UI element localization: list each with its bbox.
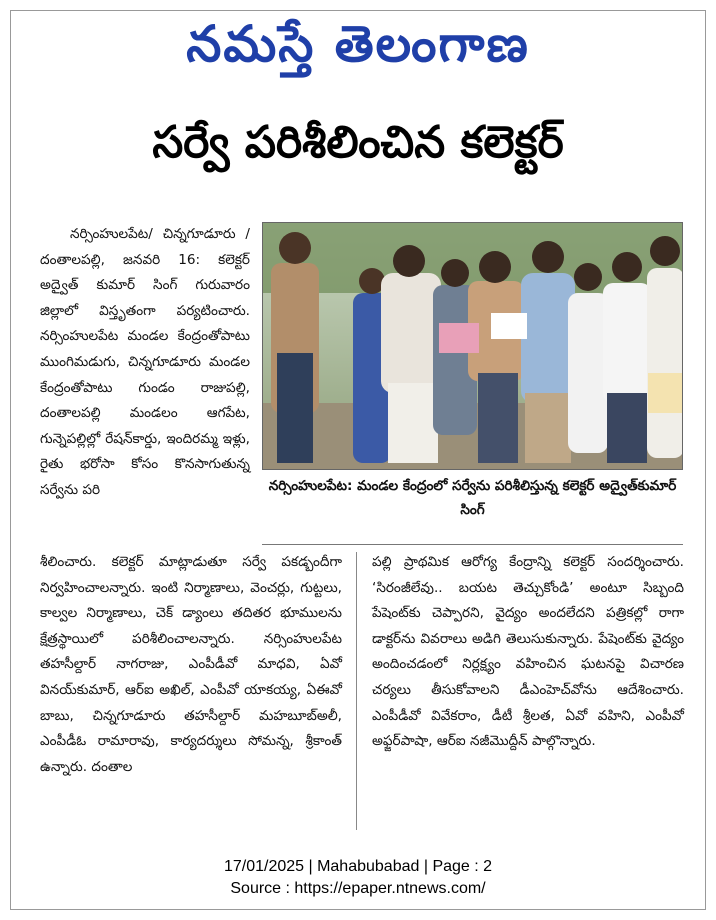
article-column-3: పల్లి ప్రాథమిక ఆరోగ్య కేంద్రాన్ని కలెక్టర్ సందర్శించారు. ‘సిరంజీలేవు.. బయట తెచ్చుకోండి’ అంటూ సిబ్బంది పేషెంట్‌కు చెప్పారని, వైద్యం అందలేదని పత్రికల్లో రాగా డాక్టర్‌ను వివరాలు అడిగి తెలుసుకున్నారు. పేషెంట్‌కు వైద్యం అందించడంలో నిర్లక్ష్యం వహించిన ఘటనపై విచారణ చర్యలు తీసుకోవాలని డీఎంహెచ్‌వోను ఆదేశించారు. ఎంపీడీవో వివేకరాం, డీటీ శ్రీలత, ఏవో వహిని, ఎంపీవో అఫ్జర్‌పాషా, ఆర్ఐ నజీమొద్దీన్ పాల్గొన్నారు. [372,554,684,750]
news-photo [262,222,683,470]
article-column-1 [40,222,250,504]
article-headline: సర్వే పరిశీలించిన కలెక్టర్ [152,117,564,168]
footer-edition-info: 17/01/2025 | Mahabubabad | Page : 2 [223,858,493,875]
survey-photo-illustration [263,223,683,470]
page-footer [0,856,716,900]
footer-source-link[interactable]: Source : https://epaper.ntnews.com/ [230,880,486,897]
caption-rule [262,544,683,545]
newspaper-masthead: నమస్తే తెలంగాణ [186,15,530,73]
photo-caption: నర్సింహులపేట: మండల కేంద్రంలో సర్వేను పరిశీలిస్తున్న కలెక్టర్ అద్వైత్‌కుమార్ సింగ్ [268,478,677,518]
article-column-2: శీలించారు. కలెక్టర్ మాట్లాడుతూ సర్వే పకడ్బందీగా నిర్వహించాలన్నారు. ఇంటి నిర్మాణాలు, వెంచర్లు, గుట్టలు, కాల్వల నిర్మాణాలు, చెక్ డ్యాంలు తదితర భూములను క్షేత్రస్థాయిలో పరిశీలించాలన్నారు. నర్సింహులపేట తహసీల్దార్ నాగరాజు, ఎంపీడీవో మాధవి, ఏవో వినయ్‌కుమార్, ఆర్ఐ అఖిల్, ఎంపీవో యాకయ్య, ఏఈవో బాబు, చిన్నగూడూరు తహసీల్దార్ మహబూబ్అలీ, ఎంపీడీఓ రామారావు, కార్యదర్శులు సోమన్న, శ్రీకాంత్ ఉన్నారు. దంతాల [40,554,342,775]
article-dateline-body: నర్సింహులపేట/ చిన్నగూడూరు /దంతాలపల్లి, జనవరి 16: కలెక్టర్ అద్వైత్ కుమార్ సింగ్ గురువారం జిల్లాలో విస్తృతంగా పర్యటించారు. నర్సింహులపేట మండల కేంద్రంతోపాటు ముంగిమడుగు, చిన్నగూడూరు మండల కేంద్రంతోపాటు గుండం రాజుపల్లి, దంతాలపల్లి మండలం ఆగపేట, గున్నెపల్లిల్లో రేషన్‌కార్డు, ఇందిరమ్మ ఇళ్లు, రైతు భరోసా కోసం కొనసాగుతున్న సర్వేను పరి [40,226,250,498]
column-divider [356,552,357,830]
